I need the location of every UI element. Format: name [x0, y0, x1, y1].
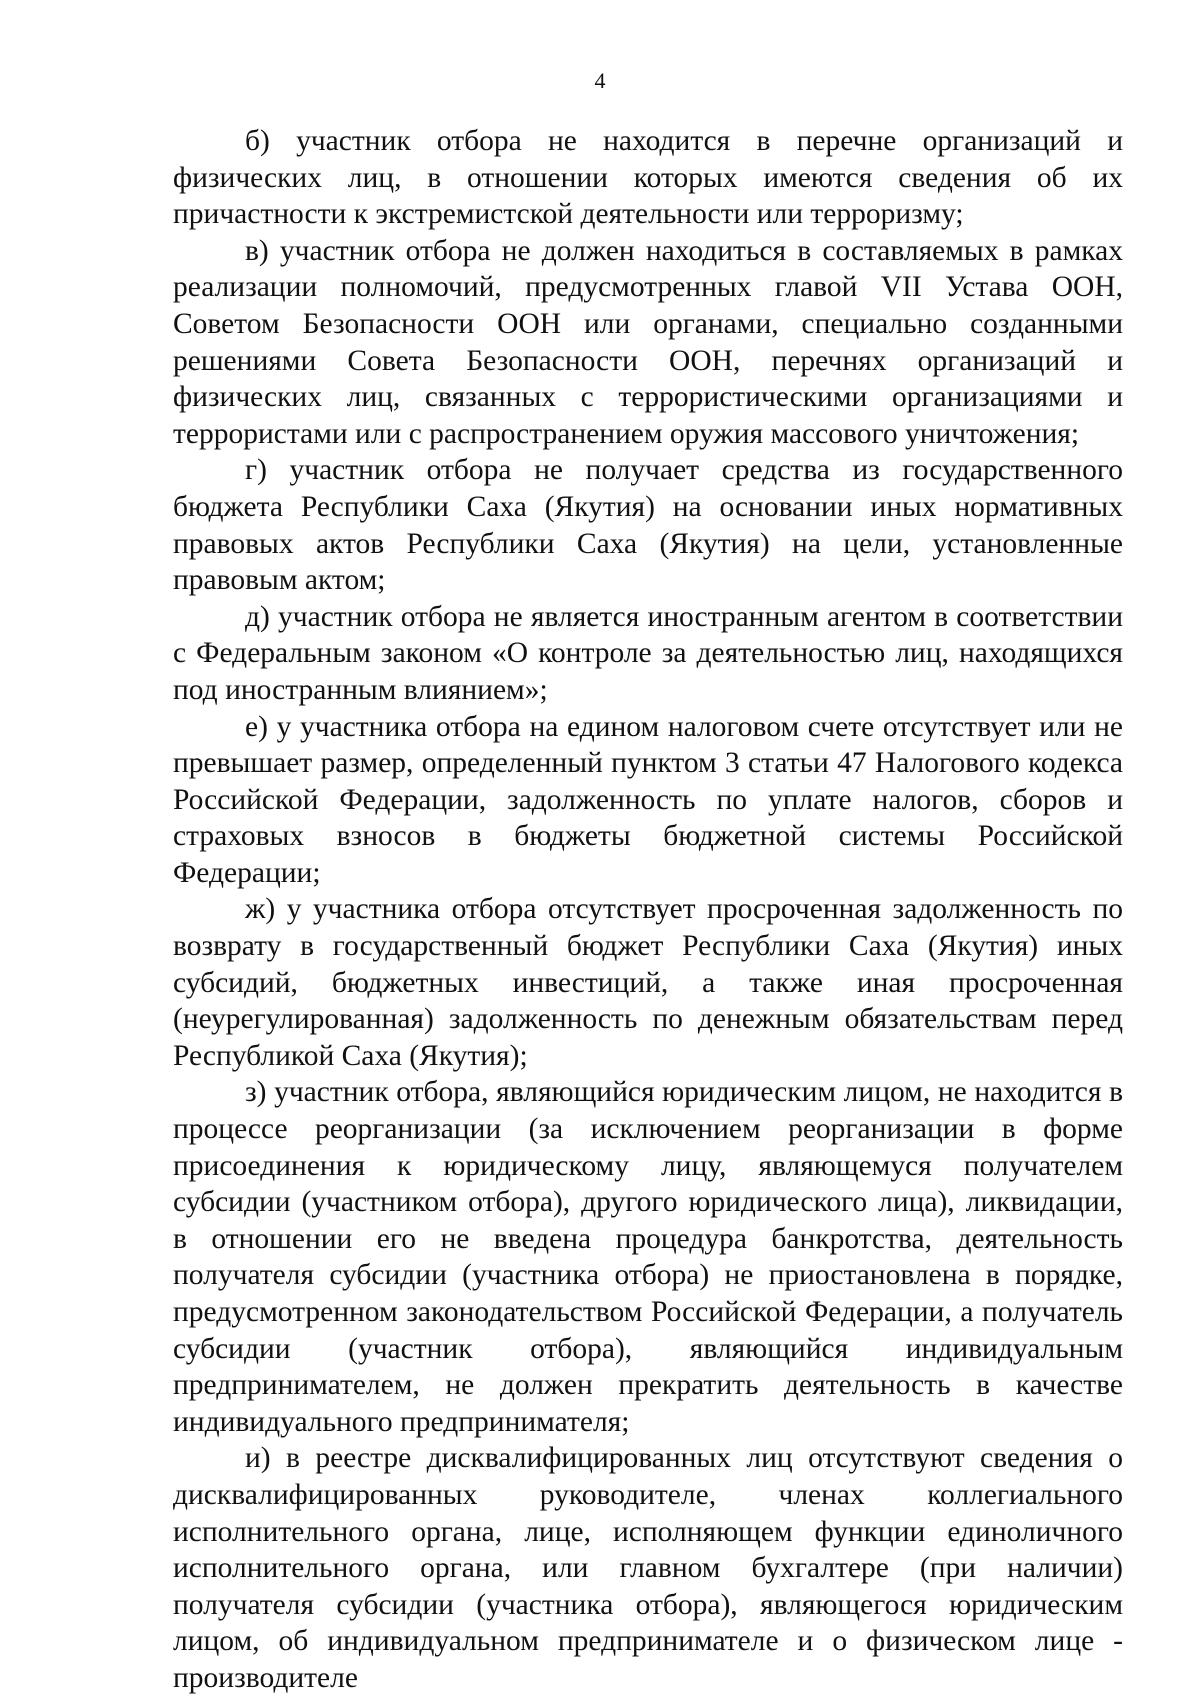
paragraph-e: е) у участника отбора на едином налоговом счете отсутствует или не превышает размер, определенный пунктом 3 статьи 47 Налогового кодекса Российской Федерации, задолженность по уплате налогов, сборов и страховых взносов в бюджеты бюджетной системы Российской Федерации; — [173, 710, 1123, 889]
paragraph-b: б) участник отбора не находится в перечне организаций и физических лиц, в отношении которых имеются сведения об их причастности к экстремистской деятельности или терроризму; — [173, 125, 1123, 231]
paragraph-g: г) участник отбора не получает средства из государственного бюджета Республики Саха (Якутия) на основании иных нормативных правовых актов Республики Саха (Якутия) на цели, установленные правовым актом; — [173, 454, 1123, 597]
paragraph-v: в) участник отбора не должен находиться в составляемых в рамках реализации полномочий, предусмотренных главой VII Устава ООН, Советом Безопасности ООН или органами, специально созданными решениями Совета Безопасности ООН, перечнях организаций и физических лиц, связанных с террористическими организациями и террористами или с распространением оружия массового уничтожения; — [173, 234, 1123, 450]
paragraph-zh: ж) у участника отбора отсутствует просроченная задолженность по возврату в государственный бюджет Республики Саха (Якутия) иных субсидий, бюджетных инвестиций, а также иная просроченная (неурегулированная) задолженность по денежным обязательствам перед Республикой Саха (Якутия); — [173, 893, 1123, 1072]
paragraph-d: д) участник отбора не является иностранным агентом в соответствии с Федеральным законом «О контроле за деятельностью лиц, находящихся под иностранным влиянием»; — [173, 600, 1123, 706]
page-number: 4 — [594, 68, 606, 93]
paragraph-i: и) в реестре дисквалифицированных лиц отсутствуют сведения о дисквалифицированных руководителе, членах коллегиального исполнительного органа, лице, исполняющем функции единоличного исполнительного органа, или главном бухгалтере (при наличии) получателя субсидии (участника отбора), являющегося юридическим лицом, об индивидуальном предпринимателе и о физическом лице - производителе — [173, 1442, 1123, 1694]
paragraph-z: з) участник отбора, являющийся юридическим лицом, не находится в процессе реорганизации (за исключением реорганизации в форме присоединения к юридическому лицу, являющемуся получателем субсидии (участником отбора), другого юридического лица), ликвидации, в отношении его не введена процедура банкротства, деятельность получателя субсидии (участника отбора) не приостановлена в порядке, предусмотренном законодательством Российской Федерации, а получатель субсидии (участник отбора), являющийся индивидуальным предпринимателем, не должен прекратить деятельность в качестве индивидуального предпринимателя; — [173, 1076, 1123, 1438]
document-body — [173, 123, 1123, 1697]
